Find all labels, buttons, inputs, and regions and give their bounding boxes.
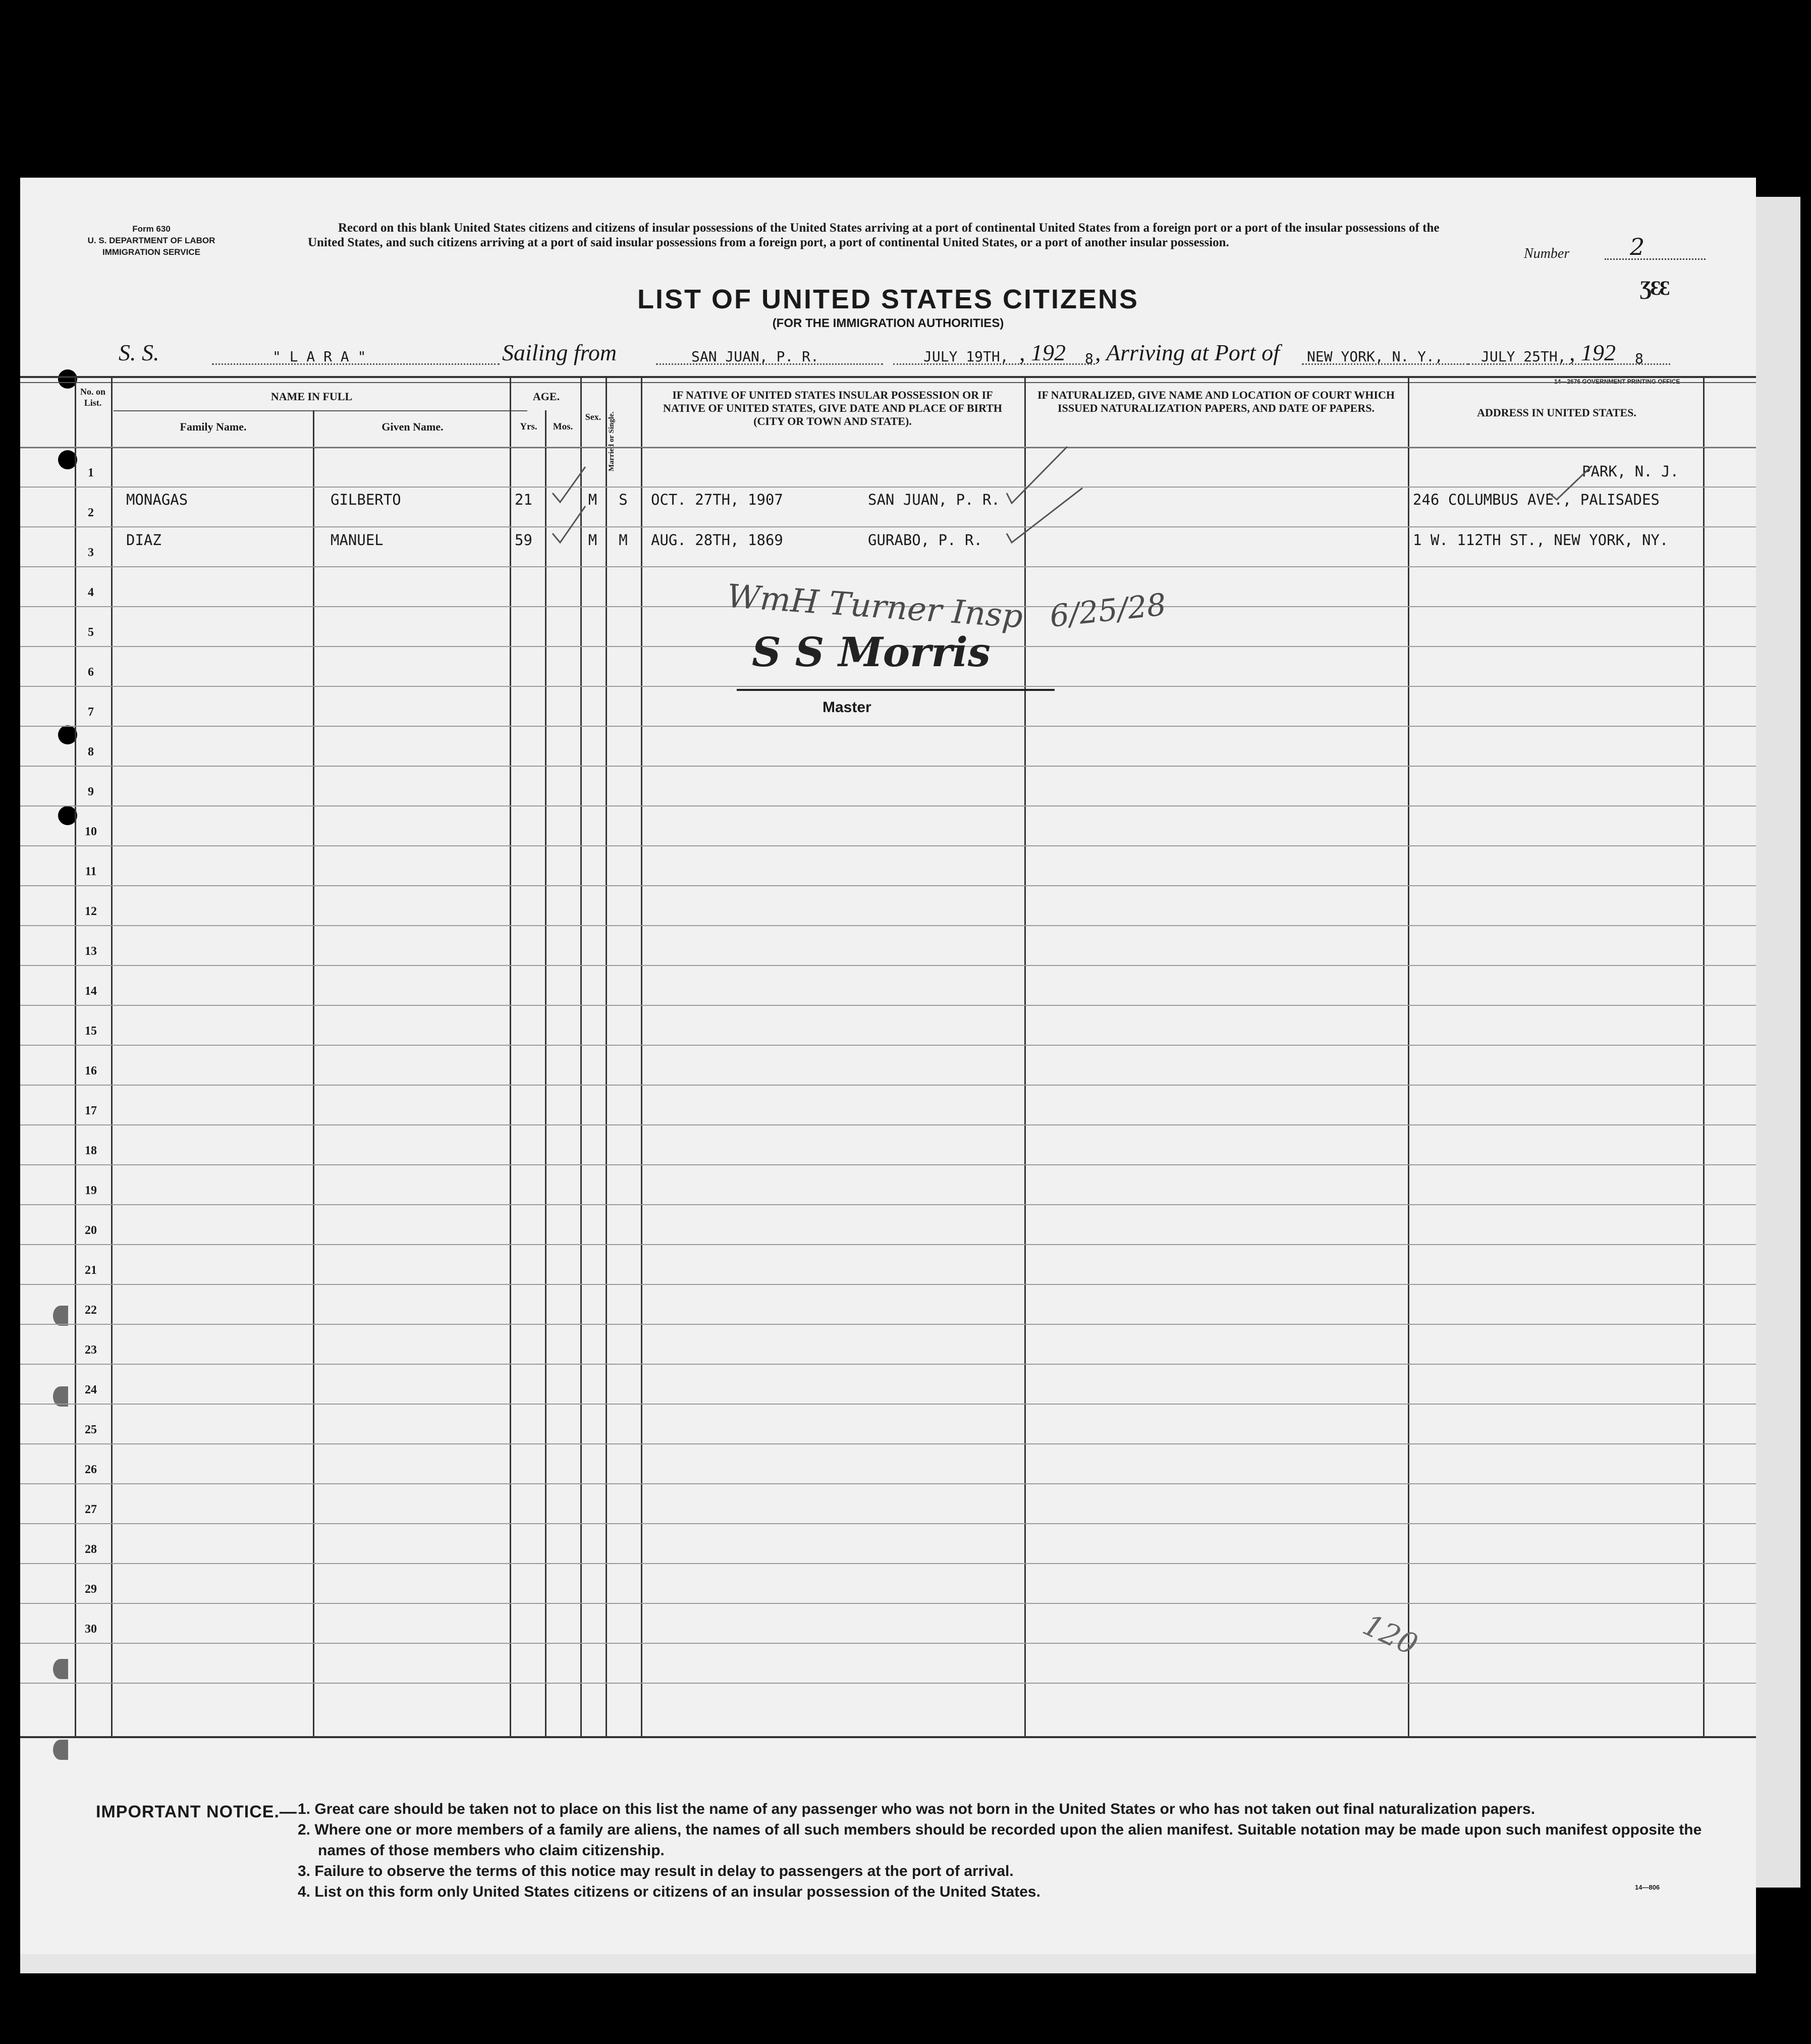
- number-label: Number: [1524, 246, 1570, 261]
- form-instructions: Record on this blank United States citizens and citizens of insular possessions of the United States arriving at a port of continental United States from a foreign port or a port of the insular possessions of the United States, and such citizens arriving at a port of said insular possessions from a foreign port, a port of continental United States, or a port of another insular possession.: [308, 221, 1440, 249]
- arrival-date: JULY 25TH,: [1481, 348, 1566, 365]
- page-title: LIST OF UNITED STATES CITIZENS: [637, 284, 1139, 314]
- sail-year: 8: [1085, 350, 1093, 367]
- corner-mark: ƷƐƐ: [1640, 277, 1669, 299]
- row-number: 24: [85, 1383, 97, 1396]
- check-marks: [20, 376, 1756, 578]
- row-number: 19: [85, 1184, 97, 1197]
- row-rule: [20, 1324, 1756, 1325]
- row-2-address: 1 W. 112TH ST., NEW YORK, NY.: [1413, 531, 1669, 549]
- arrival-year: 8: [1635, 350, 1643, 367]
- sail-date: JULY 19TH,: [923, 348, 1009, 365]
- header-name-in-full: NAME IN FULL: [270, 390, 353, 403]
- table-bottom-rule: [20, 1736, 1756, 1738]
- list-number: 2: [1630, 233, 1645, 260]
- row-number: 12: [85, 905, 97, 918]
- row-1-given-name: GILBERTO: [331, 491, 401, 508]
- row-number: 22: [85, 1304, 97, 1317]
- check-mark: [1549, 466, 1592, 500]
- inspector-date: 6/25/28: [1048, 587, 1168, 634]
- year-prefix: , 192: [1019, 340, 1066, 365]
- row-number: 18: [85, 1144, 97, 1157]
- row-rule: [20, 1124, 1756, 1125]
- check-mark: [553, 467, 585, 502]
- row-number: 26: [85, 1463, 97, 1476]
- row-number: 30: [85, 1623, 97, 1636]
- notice-item-2: 2. Where one or more members of a family are aliens, the names of all such members should be recorded upon the alien manifest. Suitable notation may be made upon such manifest opposite the names of those members who claim citizenship.: [298, 1821, 1702, 1859]
- row-number: 28: [85, 1543, 97, 1556]
- row-number: 3: [88, 546, 94, 559]
- row-1-family-name: MONAGAS: [126, 491, 188, 508]
- row-rule: [20, 1204, 1756, 1205]
- sailing-label: Sailing from: [502, 340, 617, 365]
- row-number: 8: [88, 745, 94, 759]
- row-number: 5: [88, 626, 94, 639]
- row-2-given-name: MANUEL: [331, 531, 383, 549]
- row-number: 4: [88, 586, 94, 599]
- sheet-bottom-edge: [20, 1953, 1756, 1973]
- service-name: IMMIGRATION SERVICE: [102, 247, 200, 257]
- row-number: 10: [85, 825, 97, 838]
- row-rule: [20, 1563, 1756, 1564]
- row-number: 23: [85, 1343, 97, 1357]
- row-1-birth-place: SAN JUAN, P. R.: [868, 491, 1000, 508]
- header-age: AGE.: [532, 390, 560, 403]
- header-no: No. on List.: [80, 387, 105, 408]
- header-sex: Sex.: [585, 412, 601, 422]
- row-number: 27: [85, 1503, 97, 1516]
- row-2-family-name: DIAZ: [126, 531, 161, 549]
- row-rule: [20, 1085, 1756, 1086]
- row-2-birth-place: GURABO, P. R.: [868, 531, 982, 549]
- form-identifier: [76, 223, 227, 258]
- row-rule: [20, 686, 1756, 687]
- row-number: 2: [88, 506, 94, 519]
- row-2-birth-date: AUG. 28TH, 1869: [651, 531, 783, 549]
- ship-name: " L A R A ": [272, 348, 366, 365]
- row-1-sex: M: [588, 491, 597, 508]
- row-rule: [20, 925, 1756, 926]
- row-2-age-years: 59: [515, 531, 532, 549]
- row-1-address-continued: PARK, N. J.: [1582, 463, 1679, 480]
- signature-underline: [737, 689, 1055, 691]
- header-mos: Mos.: [553, 421, 573, 432]
- check-mark: [1007, 447, 1067, 503]
- row-1-age-years: 21: [515, 491, 532, 508]
- row-rule: [20, 1643, 1756, 1644]
- header-married: Married or Single.: [608, 411, 616, 472]
- row-rule: [20, 1483, 1756, 1484]
- row-rule: [20, 1603, 1756, 1604]
- row-rule: [20, 885, 1756, 886]
- row-2-marital-status: M: [619, 531, 628, 549]
- row-rule: [20, 1523, 1756, 1524]
- arriving-label: , Arriving at Port of: [1095, 340, 1280, 365]
- underlying-page-edge: [1751, 197, 1800, 1888]
- header-address: ADDRESS IN UNITED STATES.: [1477, 406, 1636, 419]
- row-number: 16: [85, 1064, 97, 1078]
- row-number: 15: [85, 1025, 97, 1038]
- row-number: 14: [85, 985, 97, 998]
- row-number: 21: [85, 1264, 97, 1277]
- year-prefix-2: , 192: [1569, 340, 1616, 365]
- passenger-table: [20, 376, 1756, 1910]
- header-naturalized: IF NATURALIZED, GIVE NAME AND LOCATION OF COURT WHICH ISSUED NATURALIZATION PAPERS, AND DATE OF PAPERS.: [1037, 389, 1395, 414]
- row-number: 25: [85, 1423, 97, 1436]
- row-number: 1: [88, 466, 94, 479]
- row-rule: [20, 766, 1756, 767]
- row-number: 29: [85, 1583, 97, 1596]
- row-1-birth-date: OCT. 27TH, 1907: [651, 491, 783, 508]
- header-given-name: Given Name.: [381, 420, 444, 433]
- row-number: 11: [85, 865, 97, 878]
- row-2-sex: M: [588, 531, 597, 549]
- row-rule: [20, 805, 1756, 806]
- notice-heading: IMPORTANT NOTICE.—: [96, 1802, 297, 1821]
- row-rule: [20, 1284, 1756, 1285]
- header-yrs: Yrs.: [520, 421, 537, 432]
- number-underline: [1605, 258, 1706, 260]
- row-rule: [20, 1164, 1756, 1165]
- ss-label: S. S.: [119, 340, 159, 365]
- row-rule: [20, 1404, 1756, 1405]
- row-number: 17: [85, 1104, 97, 1117]
- row-rule: [20, 1364, 1756, 1365]
- header-native: IF NATIVE OF UNITED STATES INSULAR POSSESSION OR IF NATIVE OF UNITED STATES, GIVE DATE AND PLACE OF BIRTH (CITY OR TOWN AND STATE).: [663, 389, 1002, 427]
- notice-item-1: 1. Great care should be taken not to place on this list the name of any passenger who was not born in the United States or who has not taken out final naturalization papers.: [298, 1801, 1535, 1817]
- row-number: 9: [88, 785, 94, 798]
- row-rule: [20, 1683, 1756, 1684]
- notice-item-3: 3. Failure to observe the terms of this notice may result in delay to passengers at the port of arrival.: [298, 1863, 1014, 1879]
- row-rule: [20, 1045, 1756, 1046]
- notice-item-4: 4. List on this form only United States citizens or citizens of an insular possession of the United States.: [298, 1884, 1040, 1900]
- row-number: 20: [85, 1224, 97, 1237]
- row-rule: [20, 1443, 1756, 1444]
- printer-note: 14—2676 GOVERNMENT PRINTING OFFICE: [1554, 378, 1680, 385]
- page-subtitle: (FOR THE IMMIGRATION AUTHORITIES): [772, 316, 1004, 330]
- row-rule: [20, 965, 1756, 966]
- check-mark: [553, 506, 585, 543]
- master-label: Master: [822, 699, 871, 716]
- row-number: 13: [85, 945, 97, 958]
- row-rule: [20, 1244, 1756, 1245]
- row-rule: [20, 1005, 1756, 1006]
- row-number: 6: [88, 666, 94, 679]
- department-name: U. S. DEPARTMENT OF LABOR: [87, 236, 215, 245]
- header-family-name: Family Name.: [180, 420, 247, 433]
- arrival-port: NEW YORK, N. Y.,: [1307, 348, 1443, 365]
- inspector-note: WmH Turner Insp: [726, 577, 1024, 636]
- master-signature: S S Morris: [752, 628, 991, 676]
- voyage-line: [96, 339, 1761, 369]
- stamp-number: 120: [1357, 1607, 1423, 1662]
- from-port: SAN JUAN, P. R.: [691, 348, 819, 365]
- manifest-page: [20, 178, 1756, 1954]
- form-number: Form 630: [132, 224, 171, 234]
- row-rule: [20, 726, 1756, 727]
- row-rule: [20, 845, 1756, 846]
- row-1-marital-status: S: [619, 491, 628, 508]
- row-1-address: 246 COLUMBUS AVE., PALISADES: [1413, 491, 1660, 508]
- notice-code: 14—806: [1635, 1884, 1660, 1891]
- row-number: 7: [88, 706, 94, 719]
